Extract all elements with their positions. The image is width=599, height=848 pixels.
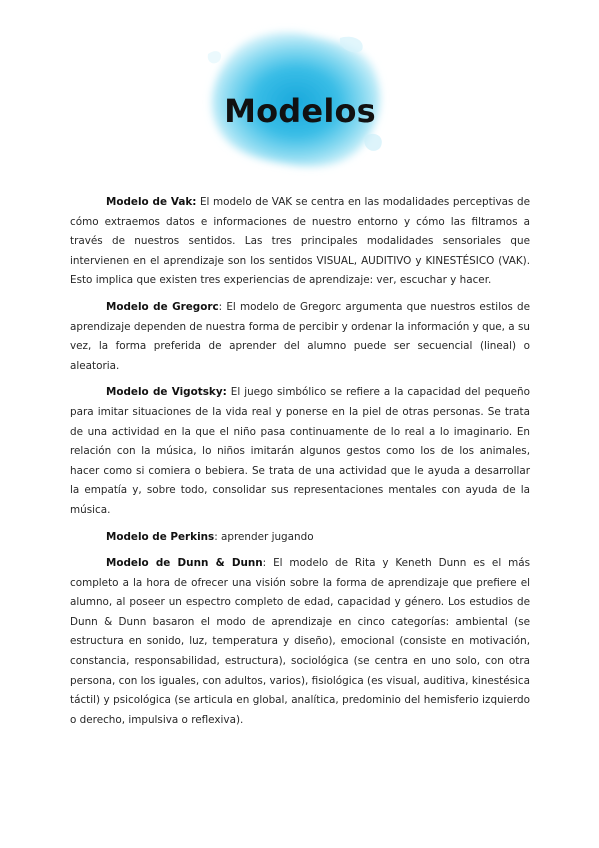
paragraph-dunn: [70, 554, 530, 730]
paragraph-heading: Modelo de Perkins: [106, 530, 215, 543]
paragraph-vak: [70, 193, 530, 291]
paragraph-text: : El modelo de Gregorc argumenta que nuestros estilos de aprendizaje dependen de nuestra forma de percibir y ordenar la información y que, a su vez, la forma preferida de aprender del alumno puede ser secuencial (lineal) o aleatoria.: [70, 300, 530, 372]
paragraph-heading: Modelo de Dunn & Dunn: [106, 557, 263, 570]
paragraph-vigotsky: [70, 383, 530, 520]
page-title: Modelos: [224, 92, 376, 130]
paragraph-perkins: [70, 528, 530, 548]
paragraph-text: : El modelo de Rita y Keneth Dunn es el más completo a la hora de ofrecer una visión sobre la forma de aprendizaje que prefiere el alumno, al poseer un espectro completo de edad, capacidad y género. Los estudios de Dunn & Dunn basaron el modo de aprendizaje en cinco categorías: ambiental (se estructura en sonido, luz, temperatura y diseño), emocional (consiste en motivación, constancia, responsabilidad, estructura), sociológica (se centra en uno solo, con otra persona, con los iguales, con adultos, varios), fisiológica (es visual, auditiva, kinestésica táctil) y psicológica (se articula en global, analítica, predominio del hemisferio izquierdo o derecho, impulsiva o reflexiva).: [70, 557, 530, 726]
paragraph-text: El modelo de VAK se centra en las modalidades perceptivas de cómo extraemos datos e informaciones de nuestro entorno y cómo las filtramos a través de nuestros sentidos. Las tres principales modalidades sensoriales que intervienen en el aprendizaje son los sentidos VISUAL, AUDITIVO y KINESTÉSICO (VAK). Esto implica que existen tres experiencias de aprendizaje: ver, escuchar y hacer.: [70, 196, 530, 287]
paragraph-heading: Modelo de Vak:: [106, 196, 197, 208]
paragraph-text: : aprender jugando: [214, 530, 314, 543]
body-text: [70, 193, 530, 737]
paragraph-text: El juego simbólico se refiere a la capacidad del pequeño para imitar situaciones de la vida real y ponerse en la piel de otras personas. Se trata de una actividad en la que el niño pasa continuamente de lo real a lo imaginario. En relación con la música, lo niños imitarán algunos gestos como los de los animales, hacer como si comiera o bebiera. Se trata de una actividad que le ayuda a desarrollar la empatía y, sobre todo, consolidar sus representaciones mentales con ayuda de la música.: [70, 386, 531, 516]
paragraph-gregorc: [70, 298, 530, 376]
paragraph-heading: Modelo de Vigotsky:: [106, 386, 227, 399]
title-header: [190, 18, 400, 178]
paragraph-heading: Modelo de Gregorc: [106, 300, 219, 313]
